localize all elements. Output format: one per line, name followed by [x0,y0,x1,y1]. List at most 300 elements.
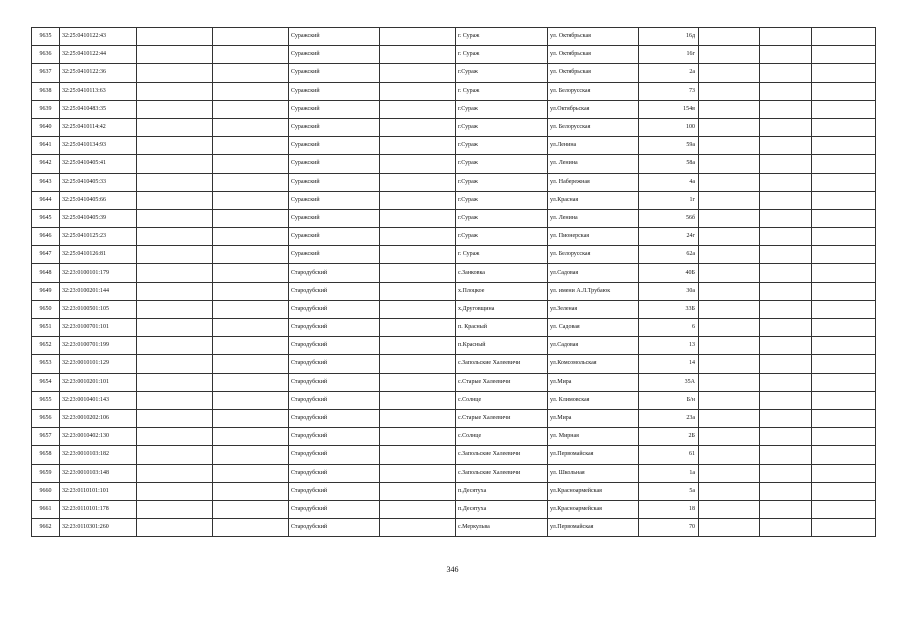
empty-cell [380,428,456,446]
empty-cell [760,82,812,100]
empty-cell [812,482,876,500]
street-cell: ул.Садовая [548,337,639,355]
house-number-cell: 13 [639,337,699,355]
cadastral-number-cell: 32:23:0100201:144 [60,282,137,300]
empty-cell [213,137,289,155]
empty-cell [699,373,760,391]
locality-cell: с.Старые Халеевичи [456,409,548,427]
empty-cell [699,209,760,227]
locality-cell: с.Старые Халеевичи [456,373,548,391]
house-number-cell: 40Б [639,264,699,282]
district-cell: Суражский [289,28,380,46]
empty-cell [380,337,456,355]
cadastral-number-cell: 32:25:0410126:81 [60,246,137,264]
house-number-cell: 24г [639,228,699,246]
empty-cell [137,191,213,209]
street-cell: ул. имени А.Л.Трубаюк [548,282,639,300]
empty-cell [760,28,812,46]
locality-cell: х.Друговщина [456,300,548,318]
empty-cell [213,228,289,246]
table-row [32,64,876,82]
empty-cell [380,373,456,391]
empty-cell [699,82,760,100]
empty-cell [699,409,760,427]
cadastral-number-cell: 32:23:0010402:130 [60,428,137,446]
locality-cell: с.Меркульва [456,519,548,537]
row-number-cell: 9660 [32,482,60,500]
district-cell: Стародубский [289,300,380,318]
empty-cell [213,355,289,373]
empty-cell [213,446,289,464]
empty-cell [760,228,812,246]
district-cell: Стародубский [289,464,380,482]
empty-cell [812,319,876,337]
empty-cell [213,519,289,537]
house-number-cell: 73 [639,82,699,100]
house-number-cell: 18 [639,500,699,518]
empty-cell [137,82,213,100]
empty-cell [380,282,456,300]
locality-cell: п.Красный [456,337,548,355]
cadastral-number-cell: 32:25:0410122:44 [60,46,137,64]
street-cell: ул.Первомайская [548,519,639,537]
empty-cell [380,519,456,537]
district-cell: Стародубский [289,355,380,373]
district-cell: Стародубский [289,391,380,409]
locality-cell: с.Запольские Халеевичи [456,355,548,373]
empty-cell [760,319,812,337]
district-cell: Суражский [289,137,380,155]
table-row [32,191,876,209]
house-number-cell: 23а [639,409,699,427]
table-row [32,100,876,118]
empty-cell [213,155,289,173]
empty-cell [812,446,876,464]
district-cell: Стародубский [289,519,380,537]
empty-cell [812,264,876,282]
cadastral-number-cell: 32:23:0010101:129 [60,355,137,373]
row-number-cell: 9655 [32,391,60,409]
district-cell: Суражский [289,191,380,209]
cadastral-number-cell: 32:23:0010103:182 [60,446,137,464]
empty-cell [137,209,213,227]
house-number-cell: 1г [639,191,699,209]
street-cell: ул. Набережная [548,173,639,191]
row-number-cell: 9652 [32,337,60,355]
empty-cell [137,482,213,500]
empty-cell [812,409,876,427]
cadastral-number-cell: 32:23:0100101:179 [60,264,137,282]
empty-cell [137,446,213,464]
table-row [32,264,876,282]
table-row [32,282,876,300]
street-cell: ул. Белорусская [548,82,639,100]
empty-cell [137,118,213,136]
empty-cell [137,100,213,118]
empty-cell [699,391,760,409]
row-number-cell: 9645 [32,209,60,227]
empty-cell [760,118,812,136]
empty-cell [380,391,456,409]
cadastral-number-cell: 32:23:0100501:105 [60,300,137,318]
cadastral-number-cell: 32:25:0410122:36 [60,64,137,82]
empty-cell [380,137,456,155]
empty-cell [760,482,812,500]
empty-cell [760,155,812,173]
empty-cell [213,373,289,391]
empty-cell [699,46,760,64]
table-row [32,137,876,155]
empty-cell [812,373,876,391]
district-cell: Стародубский [289,337,380,355]
street-cell: ул.Красноармейская [548,500,639,518]
house-number-cell: 2Б [639,428,699,446]
empty-cell [699,228,760,246]
empty-cell [137,155,213,173]
locality-cell: г.Сураж [456,191,548,209]
house-number-cell: 5а [639,482,699,500]
empty-cell [699,300,760,318]
empty-cell [213,282,289,300]
locality-cell: г.Сураж [456,209,548,227]
street-cell: ул. Мирная [548,428,639,446]
locality-cell: г. Сураж [456,28,548,46]
empty-cell [812,137,876,155]
cadastral-number-cell: 32:25:0410125:23 [60,228,137,246]
table-row [32,155,876,173]
row-number-cell: 9656 [32,409,60,427]
locality-cell: с.Запольские Халеевичи [456,464,548,482]
empty-cell [699,100,760,118]
street-cell: ул. Школьная [548,464,639,482]
street-cell: ул.Октябрьская [548,100,639,118]
empty-cell [380,118,456,136]
empty-cell [760,100,812,118]
street-cell: ул.Первомайская [548,446,639,464]
house-number-cell: 61 [639,446,699,464]
street-cell: ул.Зеленая [548,300,639,318]
table-row [32,82,876,100]
street-cell: ул. Ленина [548,209,639,227]
street-cell: ул. Октябрьская [548,28,639,46]
empty-cell [213,264,289,282]
empty-cell [137,355,213,373]
empty-cell [699,519,760,537]
cadastral-number-cell: 32:23:0010202:106 [60,409,137,427]
locality-cell: х.Плоцкое [456,282,548,300]
empty-cell [137,46,213,64]
street-cell: ул. Садовая [548,319,639,337]
empty-cell [760,64,812,82]
district-cell: Стародубский [289,282,380,300]
empty-cell [380,300,456,318]
table-row [32,409,876,427]
house-number-cell: 1а [639,464,699,482]
row-number-cell: 9637 [32,64,60,82]
empty-cell [812,300,876,318]
empty-cell [137,409,213,427]
row-number-cell: 9638 [32,82,60,100]
empty-cell [213,46,289,64]
street-cell: ул. Белорусская [548,118,639,136]
empty-cell [699,28,760,46]
district-cell: Стародубский [289,319,380,337]
empty-cell [812,500,876,518]
district-cell: Суражский [289,173,380,191]
row-number-cell: 9662 [32,519,60,537]
house-number-cell: 16г [639,46,699,64]
empty-cell [812,64,876,82]
empty-cell [380,355,456,373]
empty-cell [380,209,456,227]
empty-cell [699,64,760,82]
row-number-cell: 9650 [32,300,60,318]
district-cell: Стародубский [289,264,380,282]
district-cell: Суражский [289,46,380,64]
empty-cell [213,209,289,227]
empty-cell [760,191,812,209]
table-row [32,464,876,482]
empty-cell [380,264,456,282]
locality-cell: г.Сураж [456,64,548,82]
empty-cell [213,28,289,46]
empty-cell [699,246,760,264]
row-number-cell: 9651 [32,319,60,337]
district-cell: Суражский [289,155,380,173]
empty-cell [137,137,213,155]
row-number-cell: 9649 [32,282,60,300]
empty-cell [213,464,289,482]
street-cell: ул. Белорусская [548,246,639,264]
empty-cell [812,173,876,191]
locality-cell: с.Запольские Халеевичи [456,446,548,464]
row-number-cell: 9647 [32,246,60,264]
empty-cell [760,137,812,155]
empty-cell [380,28,456,46]
empty-cell [812,428,876,446]
empty-cell [380,446,456,464]
empty-cell [699,282,760,300]
street-cell: ул. Октябрьская [548,64,639,82]
cadastral-number-cell: 32:23:0110101:178 [60,500,137,518]
empty-cell [812,228,876,246]
street-cell: ул.Садовая [548,264,639,282]
empty-cell [760,428,812,446]
row-number-cell: 9659 [32,464,60,482]
empty-cell [699,319,760,337]
empty-cell [380,46,456,64]
empty-cell [380,228,456,246]
street-cell: ул.Комсомольская [548,355,639,373]
empty-cell [812,246,876,264]
table-row [32,246,876,264]
house-number-cell: 16д [639,28,699,46]
empty-cell [213,482,289,500]
street-cell: ул. Октябрьская [548,46,639,64]
empty-cell [699,155,760,173]
district-cell: Суражский [289,82,380,100]
table-row [32,118,876,136]
empty-cell [812,337,876,355]
locality-cell: г. Сураж [456,246,548,264]
locality-cell: с.Занковка [456,264,548,282]
empty-cell [137,391,213,409]
empty-cell [137,428,213,446]
empty-cell [812,118,876,136]
locality-cell: г.Сураж [456,118,548,136]
house-number-cell: 100 [639,118,699,136]
cadastral-number-cell: 32:25:0410405:39 [60,209,137,227]
empty-cell [812,82,876,100]
cadastral-number-cell: 32:25:0410405:33 [60,173,137,191]
table-row [32,28,876,46]
table-row [32,519,876,537]
table-row [32,319,876,337]
empty-cell [699,355,760,373]
cadastral-number-cell: 32:25:0410114:42 [60,118,137,136]
empty-cell [760,519,812,537]
empty-cell [380,319,456,337]
table-row [32,373,876,391]
row-number-cell: 9642 [32,155,60,173]
table-row [32,428,876,446]
empty-cell [213,191,289,209]
empty-cell [137,64,213,82]
district-cell: Стародубский [289,428,380,446]
street-cell: ул.Красноармейская [548,482,639,500]
empty-cell [137,319,213,337]
empty-cell [213,64,289,82]
house-number-cell: 6 [639,319,699,337]
house-number-cell: 14 [639,355,699,373]
cadastral-number-cell: 32:23:0110101:101 [60,482,137,500]
empty-cell [380,246,456,264]
registry-table [31,27,876,537]
cadastral-number-cell: 32:25:0410405:66 [60,191,137,209]
empty-cell [699,137,760,155]
empty-cell [699,173,760,191]
house-number-cell: 70 [639,519,699,537]
cadastral-number-cell: 32:25:0410134:93 [60,137,137,155]
district-cell: Суражский [289,64,380,82]
empty-cell [812,209,876,227]
row-number-cell: 9644 [32,191,60,209]
district-cell: Суражский [289,209,380,227]
table-row [32,300,876,318]
empty-cell [760,264,812,282]
row-number-cell: 9636 [32,46,60,64]
empty-cell [213,118,289,136]
empty-cell [213,246,289,264]
table-row [32,355,876,373]
table-row [32,500,876,518]
street-cell: ул. Климовская [548,391,639,409]
empty-cell [760,46,812,64]
table-row [32,446,876,464]
street-cell: ул.Ленина [548,137,639,155]
row-number-cell: 9658 [32,446,60,464]
empty-cell [213,100,289,118]
empty-cell [760,173,812,191]
empty-cell [812,391,876,409]
empty-cell [812,355,876,373]
cadastral-number-cell: 32:25:0410483:35 [60,100,137,118]
house-number-cell: 56б [639,209,699,227]
cadastral-number-cell: 32:23:0010401:143 [60,391,137,409]
cadastral-number-cell: 32:23:0010103:148 [60,464,137,482]
empty-cell [380,100,456,118]
empty-cell [213,300,289,318]
empty-cell [380,191,456,209]
empty-cell [812,282,876,300]
locality-cell: п.Десятуха [456,500,548,518]
house-number-cell: 58а [639,155,699,173]
locality-cell: г.Сураж [456,137,548,155]
empty-cell [699,464,760,482]
district-cell: Суражский [289,118,380,136]
row-number-cell: 9653 [32,355,60,373]
row-number-cell: 9646 [32,228,60,246]
cadastral-number-cell: 32:25:0410405:41 [60,155,137,173]
house-number-cell: 30а [639,282,699,300]
empty-cell [812,519,876,537]
row-number-cell: 9654 [32,373,60,391]
locality-cell: с.Солнце [456,391,548,409]
empty-cell [213,391,289,409]
empty-cell [760,446,812,464]
house-number-cell: Б/н [639,391,699,409]
empty-cell [699,191,760,209]
empty-cell [380,82,456,100]
empty-cell [760,409,812,427]
row-number-cell: 9639 [32,100,60,118]
street-cell: ул.Мира [548,373,639,391]
table-row [32,482,876,500]
empty-cell [380,482,456,500]
empty-cell [137,173,213,191]
table-row [32,391,876,409]
locality-cell: г.Сураж [456,155,548,173]
district-cell: Стародубский [289,500,380,518]
empty-cell [380,464,456,482]
empty-cell [699,118,760,136]
district-cell: Суражский [289,246,380,264]
empty-cell [380,409,456,427]
district-cell: Стародубский [289,482,380,500]
cadastral-number-cell: 32:23:0010201:101 [60,373,137,391]
cadastral-number-cell: 32:23:0100701:199 [60,337,137,355]
district-cell: Стародубский [289,373,380,391]
row-number-cell: 9661 [32,500,60,518]
empty-cell [213,319,289,337]
house-number-cell: 4а [639,173,699,191]
empty-cell [760,500,812,518]
empty-cell [699,337,760,355]
empty-cell [137,373,213,391]
empty-cell [137,246,213,264]
district-cell: Суражский [289,228,380,246]
empty-cell [699,446,760,464]
house-number-cell: 154в [639,100,699,118]
row-number-cell: 9648 [32,264,60,282]
house-number-cell: 62а [639,246,699,264]
locality-cell: г.Сураж [456,100,548,118]
cadastral-number-cell: 32:25:0410113:63 [60,82,137,100]
registry-body [32,28,876,537]
table-row [32,337,876,355]
empty-cell [137,300,213,318]
locality-cell: г. Сураж [456,82,548,100]
